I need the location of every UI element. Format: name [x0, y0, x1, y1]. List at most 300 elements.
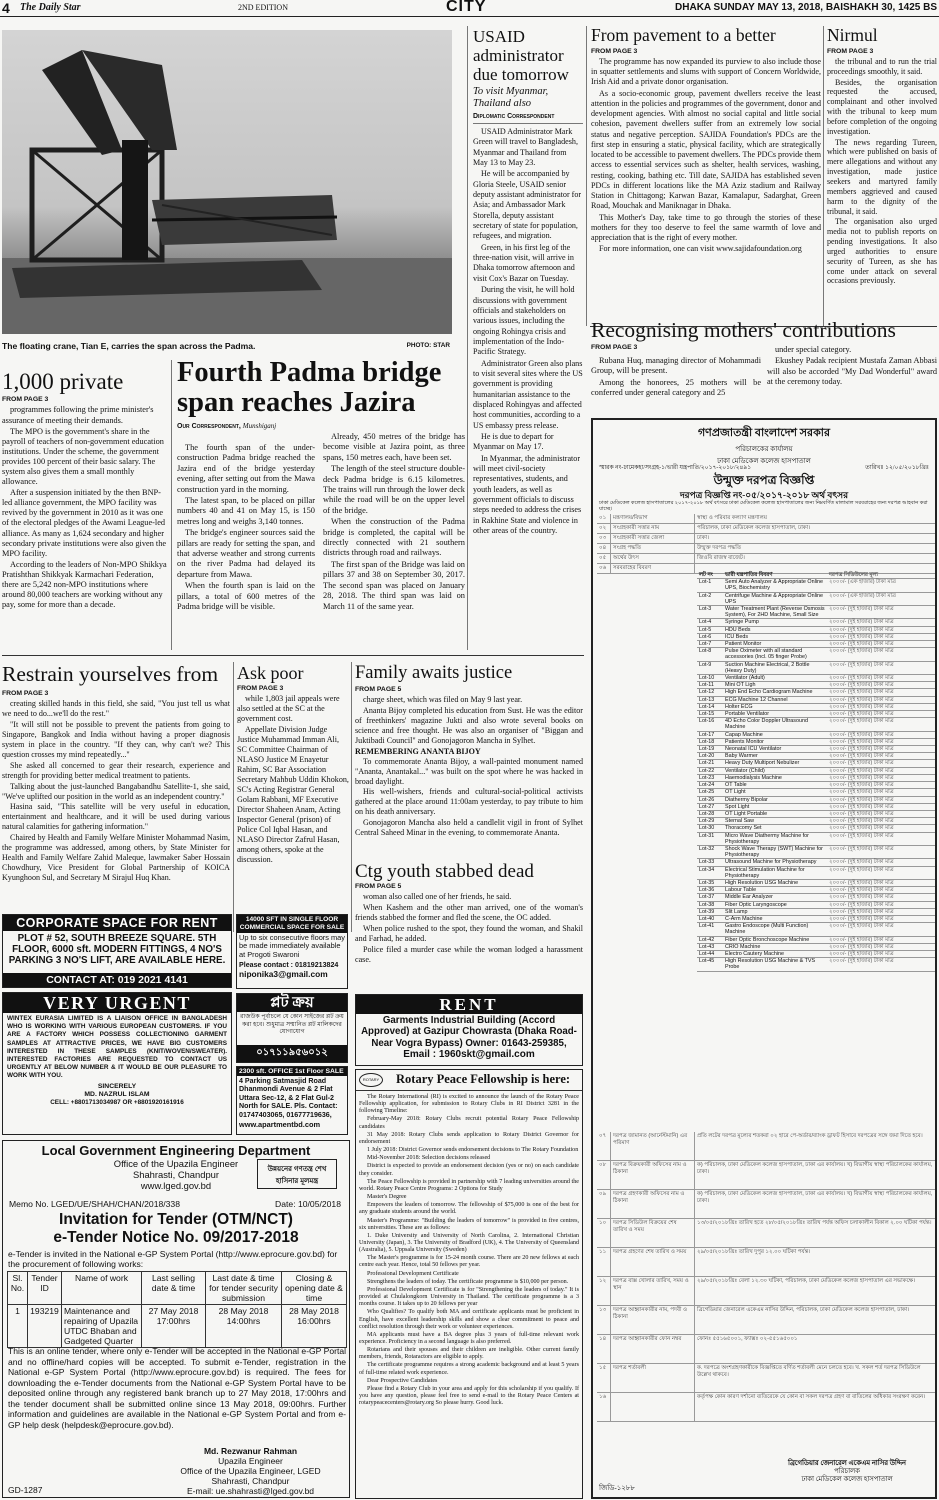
lot-number: Lot-22 — [697, 767, 723, 774]
askpoor-article — [237, 664, 349, 932]
dmch-lot-table — [697, 572, 935, 972]
dmch-sig-title: পরিচালক — [834, 1468, 860, 1475]
paragraph: In Myanmar, the administrator will meet civil-society representatives, students, and youth leaders, as well as government officials to discuss steps needed to address the crises in Rakhine State and violence in other areas of the country. — [473, 453, 582, 536]
tender-cell: ১৩/০৫/২০১৮খ্রিঃ তারিখ হতে ২৮/০৫/২০১৮খ্রিঃ তারিখ পর্যন্ত অফিস চলাকালীন বিকাল ২.০০ ঘটিকা পর্যন্ত। — [697, 1220, 932, 1226]
lot-price: ২০০০/- (এক হাজার) টাকা মাত্র — [827, 592, 935, 605]
ad-urgent-sign1: SINCERELY — [97, 1082, 137, 1090]
ad-plot-title: প্লট ক্রয় — [237, 994, 347, 1012]
padma-byline — [177, 422, 465, 430]
lot-price: ২০০০/- (দুই হাজার) টাকা মাত্র — [827, 958, 935, 971]
ad-14000-body: Up to six consecutive floors may be made immediately available at Progoti Swaroni — [239, 932, 345, 960]
ctg-body — [355, 892, 583, 965]
padma-place: Munshiganj — [242, 422, 277, 430]
padma-col1 — [177, 443, 315, 614]
paragraph: Ananta Bijoy completed his education from Sust. He was the editor of freethinkers' magazine Jukti and also wrote several books on science and free thought. He was also an organiser of "Biggan and Juktibadi Council" and Gonojagoron Mancha in Sylhet. — [355, 705, 583, 745]
lot-number: Lot-37 — [697, 894, 723, 901]
lot-price: ২০০০/- (দুই হাজার) টাকা মাত্র — [827, 923, 935, 936]
dmch-sig-name: ব্রিগেডিয়ার জেনারেল একেএম নাসির উদ্দিন — [788, 1460, 906, 1467]
lot-row — [697, 845, 935, 858]
lot-row — [697, 958, 935, 971]
paragraph: The Rotary International (RI) is excited to announce the launch of the Rotary Peace Fellowship application, for submission to Rotary Clubs in RI District 3281 in the following Timeline: — [359, 1094, 579, 1115]
lot-number: Lot-5 — [697, 626, 723, 633]
paragraph: When the construction of the Padma bridge is completed, the capital will be directly connected with 21 southern districts through road and railways. — [323, 517, 465, 558]
lot-item: OT Table — [723, 782, 827, 789]
lot-item: Thoracomy Set — [723, 825, 827, 832]
lged-sig-title: Upazila Engineer — [218, 1456, 283, 1466]
dmch-info-rows — [597, 514, 935, 574]
lot-price: ২০০০/- (দুই হাজার) টাকা মাত্র — [827, 818, 935, 825]
paragraph: Empowers the leaders of tomorrow. The fellowship of $75,000 is one of the best for any graduate students around the world. — [359, 1202, 579, 1216]
lot-header-cell: দরপত্র সিডিউলের মূল্য — [827, 572, 935, 579]
paragraph: The length of the steel structure double-deck Padma bridge is 6.15 kilometres. The trains will run through the lower deck while the road will be on the upper level of the bridge. — [323, 464, 465, 515]
tender-row — [597, 1248, 935, 1277]
lot-row — [697, 579, 935, 592]
lot-row — [697, 803, 935, 810]
private-article — [2, 370, 168, 652]
ctg-article — [355, 861, 583, 965]
lot-row — [697, 879, 935, 886]
lot-price: ২০০০/- (দুই হাজার) টাকা মাত্র — [827, 661, 935, 674]
lot-header-row — [697, 572, 935, 579]
lot-row — [697, 648, 935, 661]
ad-urgent-sign — [3, 1083, 231, 1108]
dmch-conditions — [597, 1132, 935, 1422]
lot-price: ২০০০/- (দুই হাজার) টাকা মাত্র — [827, 619, 935, 626]
tender-cell: সরবরাহের বিবরণ — [611, 564, 695, 573]
paragraph: He is due to depart for Myanmar on May 17. — [473, 431, 554, 452]
ad-urgent-body: WINTEX EURASIA LIMITED IS A LIAISON OFFICE IN BANGLADESH WHO IS WORKING WITH VARIOUS EUROPEAN CUSTOMERS. IF YOU ARE A FACTORY WHICH POSSESS COLLECTIONING GARMENT SAMPLES AT ATTRACTIVE PRICES, WE HAVE BIG CUSTOMERS INTERESTED IN THESE SAMPLES (KNIT/WOVEN/SWEATER). INTERESTED FACTORIES ARE REQUESTED TO CONTACT US URGENTLY AT BELOW NUMBER & IT WOULD BE OUR PLEASURE TO WORK WITH YOU. — [7, 1015, 227, 1080]
lot-price: ২০০০/- (দুই হাজার) টাকা মাত্র — [827, 753, 935, 760]
lged-body: This is an online tender, where only e-Tender will be accepted in the National e-GP Portal and no offline/hard copies will be accepted. To submit e-Tender, registration in the National e-GP System Portal (http://www.eprocure.gov.bd) is required. The fees for downloading the e-Tender documents from the National e-GP System Portal have to be deposited online through any registered bank branch up to 27 May 2018, 17:00hrs and the tender document shall be submitted online since 13 May 2018, 09:00hrs. Further information and guidelines are available in the National e-GP System Portal and from e-GP help desk (helpdesk@eprocure.gov.bd). — [8, 1346, 346, 1430]
lot-price: ২০০০/- (দুই হাজার) টাকা মাত্র — [827, 887, 935, 894]
lot-price: ২০০০/- (দুই হাজার) টাকা মাত্র — [827, 943, 935, 950]
tender-cell: দরপত্র বাক্স খোলার তারিখ, সময় ও স্থান — [611, 1277, 695, 1305]
lot-item: Syringe Pump — [723, 619, 827, 626]
family-headline: Family awaits justice — [355, 663, 513, 683]
lot-item: Slit Lamp — [723, 908, 827, 915]
lged-tender — [2, 1140, 350, 1498]
lot-number: Lot-43 — [697, 943, 723, 950]
lot-item: OT Light Portable — [723, 810, 827, 817]
paragraph: 1 July 2018: District Governor sends endorsement decisions to The Rotary Foundation — [367, 1147, 579, 1154]
tender-cell: ২৯/০৫/২০১৮খ্রিঃ তারিখ দুপুর ১২.০০ ঘটিকা পর্যন্ত। — [697, 1249, 811, 1255]
nirmul-body — [827, 57, 937, 286]
dmch-intro: ঢাকা মেডিকেল কলেজ হাসপাতালের ২০১৭-২০১৮ অর্থ বৎসরে ঢাকা মেডিকেল কলেজ হাসপাতালের জন্য নিম্নবর্ণিত মালামাল সরবরাহের জন্য দরপত্র আহবান করা যাচ্ছে। — [599, 500, 928, 513]
tender-cell: ০৭ — [597, 1132, 611, 1160]
lot-item: Electrical Stimulation Machine for Physiotherapy — [723, 866, 827, 879]
family-body — [355, 695, 583, 746]
tender-row — [597, 1335, 935, 1364]
ad-urgent-sign2: MD. NAZRUL ISLAM — [84, 1090, 150, 1098]
lged-cell: 27 May 2018 17:00hrs — [142, 1305, 206, 1348]
lot-number: Lot-41 — [697, 923, 723, 936]
lged-col-selling: Last selling date & time — [142, 1272, 206, 1305]
paragraph: while 1,803 jail appeals were also settled at the SC at the government cost. — [237, 694, 340, 724]
lot-row — [697, 782, 935, 789]
lot-price: ২০০০/- (দুই হাজার) টাকা মাত্র — [827, 675, 935, 682]
family-from: FROM PAGE 5 — [355, 685, 402, 693]
lot-row — [697, 675, 935, 682]
tender-cell: দরপত্র আহ্বানকারীর নাম, পদবী ও ঠিকানা — [611, 1306, 695, 1334]
lot-price: ২০০০/- (দুই হাজার) টাকা মাত্র — [827, 703, 935, 710]
lot-number: Lot-23 — [697, 774, 723, 781]
lot-number: Lot-1 — [697, 579, 723, 592]
usaid-article — [473, 27, 583, 649]
tender-cell: কর্তৃপক্ষ কোন কারণ দর্শানো ব্যতিরেকে যে কোন বা সকল দরপত্র গ্রহণ বা বাতিলের অধিকার সংরক্ষণ করেন। — [697, 1394, 926, 1400]
tender-cell: উন্মুক্ত দরপত্র পদ্ধতি — [697, 545, 742, 551]
ad-rent-title: RENT — [356, 995, 582, 1014]
lot-price: ২০০০/- (দুই হাজার) টাকা মাত্র — [827, 718, 935, 731]
lged-cell: 1 — [8, 1305, 28, 1348]
lot-price: ২০০০/- (দুই হাজার) টাকা মাত্র — [827, 641, 935, 648]
lot-number: Lot-14 — [697, 703, 723, 710]
lot-number: Lot-7 — [697, 641, 723, 648]
lot-item: Spot Light — [723, 803, 827, 810]
lot-item: Electro Cautery Machine — [723, 950, 827, 957]
paragraph: Ekushey Padak recipient Mustafa Zaman Abbasi will also be accorded "My Dad Wonderful" award at the ceremony today. — [767, 356, 937, 387]
lot-item: ICU Beds — [723, 633, 827, 640]
tender-cell: ক. দরপত্রে অংশগ্রহণকারীকে বিজ্ঞপ্তিতে বর্ণিত শর্তাবলী মেনে চলতে হবে। খ. সকল শর্ত দরপত্র সিডিউলে উল্লেখ থাকবে। — [697, 1365, 921, 1378]
tender-row — [597, 1306, 935, 1335]
lot-price: ২০০০/- (দুই হাজার) টাকা মাত্র — [827, 760, 935, 767]
ad-rent-body: Garments Industrial Building (Accord Approved) at Gazipur Chowrasta (Dhaka Road-Near Vogra Bypass) Owner: 01643-259385, — [361, 1015, 577, 1049]
lot-number: Lot-29 — [697, 818, 723, 825]
ctg-from: FROM PAGE 5 — [355, 883, 402, 891]
mothers-col1 — [591, 356, 761, 400]
paragraph: Master's Programme: "Building the leaders of tomorrow" is provided in five centres, six universities. These are as follows: — [359, 1217, 579, 1231]
tender-cell: অর্থের উৎস — [611, 554, 695, 563]
dmch-date: তারিখঃ ১২/০৫/২০১৮খ্রিঃ — [865, 465, 929, 471]
lot-item: Ultrasound Machine for Physiotherapy — [723, 859, 827, 866]
askpoor-headline: Ask poor — [237, 663, 304, 683]
paragraph: To commemorate Ananta Bijoy, a wall-painted monument named "Ananta, Anantakal..." was built on the spot where he was hacked in broad daylight. — [355, 756, 583, 786]
ad-plot-phone: ০১৭১১৯৫৬০১২ — [237, 1045, 347, 1062]
lot-item: Ventilator (Adult) — [723, 675, 827, 682]
lot-number: Lot-2 — [697, 592, 723, 605]
lot-number: Lot-13 — [697, 696, 723, 703]
page-number: 4 — [2, 0, 10, 16]
lot-number: Lot-27 — [697, 803, 723, 810]
private-from: FROM PAGE 3 — [2, 396, 49, 404]
family-subhead: REMEMBERING ANANTA BIJOY — [355, 746, 481, 756]
dmch-memo: স্মারক নং-ঢামেকহা/সংগ্রহ-১/ভারী যন্ত্রপাতি/২০১৭-২০১৮/২৪৯১ — [599, 465, 752, 471]
lot-row — [697, 796, 935, 803]
pavement-article — [591, 27, 821, 329]
restrain-article — [2, 664, 230, 932]
tender-cell: ১১ — [597, 1248, 611, 1276]
lot-number: Lot-44 — [697, 950, 723, 957]
dmch-gd: জিডি-১২৮৮ — [599, 1484, 635, 1492]
lot-price: ২০০০/- (দুই হাজার) টাকা মাত্র — [827, 950, 935, 957]
lot-row — [697, 696, 935, 703]
tender-cell: ১২ — [597, 1277, 611, 1305]
lot-number: Lot-9 — [697, 661, 723, 674]
lot-item: Gastro Endoscope (Multi Function) Machine — [723, 923, 827, 936]
photo-credit: PHOTO: STAR — [406, 342, 450, 349]
lot-item: Fiber Optic Bronchoscope Machine — [723, 936, 827, 943]
lot-price: ২০০০/- (দুই হাজার) টাকা মাত্র — [827, 866, 935, 879]
tender-cell: জিওবি রাজস্ব বাজেট। — [697, 555, 745, 561]
paragraph: For more information, one can visit www.sajidafoundation.org — [599, 244, 802, 254]
paragraph: The first span of the Bridge was laid on pillars 37 and 38 on September 30, 2017. The second span was placed on January 28, 2018. The third span was laid on March 11 of the same year. — [323, 559, 465, 611]
paragraph: Gonojagoron Mancha also held a candlelit vigil in front of Sylhet Central Saheed Minar in the evening, to commemorate Ananta. — [355, 818, 583, 838]
lot-price: ২০০০/- (দুই হাজার) টাকা মাত্র — [827, 796, 935, 803]
tender-cell: ০৮ — [597, 1161, 611, 1189]
lot-number: Lot-25 — [697, 789, 723, 796]
lot-price: ২০০০/- (দুই হাজার) টাকা মাত্র — [827, 767, 935, 774]
paragraph: 31 May 2018: Rotary Clubs sends application to Rotary District Governor for endorsement — [359, 1131, 579, 1145]
lot-price: ২০০০/- (দুই হাজার) টাকা মাত্র — [827, 633, 935, 640]
lot-row — [697, 825, 935, 832]
lot-item: 4D Echo Color Doppler Ultrasound Machine — [723, 718, 827, 731]
paragraph: Hasina said, "This satellite will be very useful in education, entertainment and healthcare, and it will be used during various natural calamities for gathering information." — [2, 802, 230, 832]
lot-row — [697, 703, 935, 710]
paragraph: Dear Prospective Candidates — [367, 1377, 438, 1384]
paragraph: charge sheet, which was filed on May 9 last year. — [363, 694, 523, 704]
tender-cell: দরপত্র গ্রহণের শেষ তারিখ ও সময় — [611, 1248, 695, 1276]
rotary-fellowship — [355, 1069, 583, 1499]
lged-cell: 28 May 2018 16:00hrs — [282, 1305, 347, 1348]
paragraph: Please find a Rotary Club in your area and apply for this scholarship if you qualify. If you have any question, please feel free to send e-mail to the Rotary Peace Centers at rotarypeacecenters@rotary.org So please hurry. Good luck. — [359, 1385, 579, 1407]
tender-row — [597, 534, 935, 544]
lot-item: OT Light — [723, 789, 827, 796]
lot-number: Lot-20 — [697, 753, 723, 760]
lot-number: Lot-18 — [697, 738, 723, 745]
tender-row — [597, 1277, 935, 1306]
lot-number: Lot-3 — [697, 606, 723, 619]
lot-item: Water Treatment Plant (Reverse Osmosis System), For 2HD Machine, Small Size — [723, 606, 827, 619]
padma-article — [177, 358, 465, 650]
lot-price: ২০০০/- (দুই হাজার) টাকা মাত্র — [827, 746, 935, 753]
lot-number: Lot-19 — [697, 746, 723, 753]
lot-number: Lot-34 — [697, 866, 723, 879]
lged-title: Local Government Engineering Department — [41, 1143, 311, 1158]
lot-row — [697, 887, 935, 894]
nirmul-headline: Nirmul — [827, 25, 878, 45]
tender-row — [597, 554, 935, 564]
lot-number: Lot-30 — [697, 825, 723, 832]
tender-cell: ১৬ — [597, 1393, 611, 1421]
paragraph: Chaired by Health and Family Welfare Minister Mohammad Nasim, the programme was addressed, among others, by State Minister for Health and Family Welfare Zahid Maleque, lawmaker Saber Hossain Chowdhury, Vice President for Global Partnership of KOICA Kyunghoon Sul, and Secretary M Sirajul Huq Khan. — [2, 833, 230, 883]
lot-price: ২০০০/- (দুই হাজার) টাকা মাত্র — [827, 689, 935, 696]
lot-number: Lot-26 — [697, 796, 723, 803]
lot-item: Labour Table — [723, 887, 827, 894]
usaid-headline: USAID administrator due tomorrow — [473, 27, 569, 84]
paragraph: According to the leaders of Non-MPO Shikkya Pratishthan Shikkyak Karmachari Federation, there are 5,242 non-MPO institutions where around 80,000 teachers are working without any pay, some for more than a decade. — [2, 559, 167, 610]
private-headline: 1,000 private — [2, 369, 124, 394]
lot-price: ২০০০/- (দুই হাজার) টাকা মাত্র — [827, 731, 935, 738]
section-title: CITY — [446, 0, 487, 15]
paragraph: Appellate Division Judge Justice Muhammad Imman Ali, SC Committee Chairman of NLASO Justice M Enayetur Rahim, SC Bar Association Secretary Mahbub Uddin Khokon, SC's Acting Registrar General Golam Rabbani, MF Executive Director Shaheen Anam, Acting Inspector General (prison) of Police Col Iqbal Hasan, and NLASO Director Zafrul Hasan, among others, spoke at the discussion. — [237, 725, 349, 865]
lot-price: ২০০০/- (দুই হাজার) টাকা মাত্র — [827, 894, 935, 901]
tender-cell: সংগ্রহ পদ্ধতি — [611, 544, 695, 553]
ad-corporate-space — [2, 914, 232, 988]
lot-number: Lot-42 — [697, 936, 723, 943]
bridge-photo — [2, 30, 452, 334]
paragraph: Professional Development Certificate is for "Strengthening the leaders of today." It is provided at Chulalongkorn University in Thailand. The certificate programme is a 3 months course. It takes up to 20 fellows per year — [359, 1286, 579, 1308]
lot-price: ২০০০/- (দুই হাজার) টাকা মাত্র — [827, 810, 935, 817]
lot-item: High Resolution USG Machine — [723, 879, 827, 886]
private-body — [2, 405, 168, 610]
lged-table — [7, 1271, 347, 1348]
tender-cell: ০৪ — [597, 544, 611, 553]
restrain-headline: Restrain yourselves from — [2, 662, 219, 686]
lot-price: ২০০০/- (দুই হাজার) টাকা মাত্র — [827, 908, 935, 915]
restrain-from: FROM PAGE 3 — [2, 689, 49, 697]
tender-cell: ২৯/০৫/২০১৮খ্রিঃ বেলা ১২.৩০ ঘটিকা, পরিচালক, ঢাকা মেডিকেল কলেজ হাসপাতাল এর সভাকক্ষে। — [697, 1278, 916, 1284]
lot-row — [697, 818, 935, 825]
lot-row — [697, 760, 935, 767]
family-body2 — [355, 757, 583, 839]
restrain-body — [2, 699, 230, 883]
tender-cell: ০৯ — [597, 1190, 611, 1218]
paragraph: He will be accompanied by Gloria Steele, USAID senior deputy assistant administrator for Asia; and Ambassador Mark Storella, deputy assistant secretary of state for population, refugees, and migration. — [473, 169, 582, 241]
tender-cell: দরপত্র জামানত (আর্নেস্টমানি) এর পরিমাণ — [611, 1132, 695, 1160]
ad-2300-web: www.apartmentbd.com — [239, 1120, 321, 1130]
lot-row — [697, 661, 935, 674]
lged-heading: Invitation for Tender (OTM/NCT) — [59, 1211, 293, 1228]
caption-text: The floating crane, Tian E, carries the span across the Padma. — [2, 341, 256, 351]
tender-cell: ১৩ — [597, 1306, 611, 1334]
ad-2300-sft — [236, 1066, 348, 1135]
paragraph: MA applicants must have a BA degree plus 3 years of full-time relevant work experience. Proficiency in a second language is also preferred. — [359, 1331, 579, 1345]
paragraph: The latest span, to be placed on pillar numbers 40 and 41 on May 15, is 150 metres long and weighs 3,140 tonnes. — [177, 496, 315, 526]
lot-row — [697, 908, 935, 915]
lot-item: Pulse Oximeter with all standard accessories (Incl. 05 finger Probe) — [723, 648, 827, 661]
ad-corporate-title: CORPORATE SPACE FOR RENT — [3, 915, 231, 931]
lged-signature — [153, 1446, 348, 1496]
lot-row — [697, 936, 935, 943]
lot-item: Haemodialysis Machine — [723, 774, 827, 781]
ad-14000-title: 14000 SFT IN SINGLE FLOOR COMMERCIAL SPACE FOR SALE — [237, 915, 347, 933]
photo-caption — [2, 341, 452, 351]
lot-row — [697, 689, 935, 696]
dmch-subtitle: দরপত্র বিজ্ঞপ্তি নং-০৫/২০১৭-২০১৮ অর্থ বৎসর — [679, 490, 849, 500]
paragraph: February-May 2018: Rotary Clubs recruit potential Rotary Peace Fellowship candidates — [359, 1116, 579, 1130]
lged-slogan: উন্নয়নের গণতন্ত্র শেখ হাসিনার মূলমন্ত্র — [257, 1159, 337, 1189]
tender-cell: প্রতি লটের দরপত্র মূল্যের শতকরা ০২ হারে পে-অর্ডার/ব্যাংক ড্রাফট হিসাবে দরপত্রের সঙ্গে জমা দিতে হবে। — [697, 1133, 923, 1139]
paragraph: Among the honorees, 25 mothers will be conferred under general category and 25 — [591, 377, 761, 398]
lged-office: Office of the Upazila Engineer — [113, 1158, 239, 1169]
lged-col-security: Last date & time for tender security submission — [206, 1272, 282, 1305]
lot-item: Mini OT Ligh — [723, 682, 827, 689]
lged-cell: Maintenance and repairing of Upazila UTDC Bhaban and Gadgeted Quarter — [62, 1305, 142, 1348]
paragraph: Mid-November 2018: Selection decisions released — [367, 1155, 491, 1162]
paragraph: The bridge's engineer sources said the pillars are ready for setting the span, and that adverse weather and strong currents on the river Padma had delayed its departure from Mawa. — [177, 528, 315, 579]
lot-item: Shock Wave Therapy (SWT) Machine for Physiotherapy — [723, 845, 827, 858]
lot-price: ২০০০/- (দুই হাজার) টাকা মাত্র — [827, 626, 935, 633]
lot-item: Diathermy Bipolar — [723, 796, 827, 803]
ad-very-urgent — [2, 992, 232, 1135]
lot-row — [697, 894, 935, 901]
ad-corporate-body: PLOT # 52, SOUTH BREEZE SQUARE. 5TH FLOOR, 6000 sft. MODERN FITTINGS, 4 NO'S PARKING 3 NO'S LIFT, ARE AVAILABLE HERE. — [8, 933, 226, 966]
tender-cell: সংগ্রহকারী সত্তার জেলা — [611, 534, 695, 543]
pavement-body — [591, 57, 821, 255]
pavement-from: FROM PAGE 3 — [591, 47, 638, 55]
lot-row — [697, 641, 935, 648]
lot-number: Lot-32 — [697, 845, 723, 858]
paragraph: Administrator Green also plans to visit several sites where the US government is providing humanitarian assistance to the displaced Rohingyas and affected host communities, according to a US embassy press release. — [473, 358, 583, 430]
tender-cell: সংগ্রহকারী সত্তার নাম — [611, 524, 695, 533]
dmch-title: উন্মুক্ত দরপত্র বিজ্ঞপ্তি — [713, 473, 815, 487]
lot-number: Lot-36 — [697, 887, 723, 894]
paragraph: Besides, the organisation requested the accused, complainant and other involved with the tribunal to keep mum before completion of the ongoing investigation. — [827, 77, 937, 136]
lot-price: ২০০০/- (দুই হাজার) টাকা মাত্র — [827, 845, 935, 858]
mothers-from: FROM PAGE 3 — [591, 343, 638, 351]
lot-price: ২০০০/- (এক হাজার) টাকা মাত্র — [827, 579, 935, 592]
lot-item: Ventilator (Child) — [723, 767, 827, 774]
lot-number: Lot-35 — [697, 879, 723, 886]
ad-rent-email: Email : 1960skt@gmail.com — [403, 1048, 535, 1060]
tender-row — [597, 1393, 935, 1422]
tender-cell: ক) পরিচালক, ঢাকা মেডিকেল কলেজ হাসপাতাল, ঢাকা এর কার্যালয়। খ) বিভাগীয় স্বাস্থ্য পরিচালকের কার্যালয়, ঢাকা। — [697, 1191, 933, 1204]
lged-sig-place: Shahrasti, Chandpur — [211, 1476, 290, 1486]
lot-price: ২০০০/- (দুই হাজার) টাকা মাত্র — [827, 803, 935, 810]
lot-price: ২০০০/- (দুই হাজার) টাকা মাত্র — [827, 606, 935, 619]
paragraph: After a suspension initiated by the then BNP-led alliance government, the MPO facility was revived by the government in 2010 as it was one of the electoral pledges of the Awami League-led alliance. As many as 1,624 secondary and higher secondary private institutions were also given the MPO facility. — [2, 488, 167, 558]
rotary-title: Rotary Peace Fellowship is here: — [396, 1072, 571, 1086]
tender-cell: দরপত্র শর্তাবলী — [611, 1364, 695, 1392]
lot-item: Micro Wave Diathermy Machine for Physiotherapy — [723, 832, 827, 845]
masthead — [0, 0, 939, 17]
lot-number: Lot-21 — [697, 760, 723, 767]
lot-item: ECG Machine 12 Channel — [723, 696, 827, 703]
tender-cell: দরপত্র গ্রহণকারী অফিসের নাম ও ঠিকানা — [611, 1190, 695, 1218]
lot-item: CRIO Machine — [723, 943, 827, 950]
lot-row — [697, 767, 935, 774]
dmch-govt: গণপ্রজাতন্ত্রী বাংলাদেশ সরকার — [697, 427, 831, 439]
lot-row — [697, 738, 935, 745]
lot-row — [697, 774, 935, 781]
tender-cell: দরপত্র আহ্বানকারীর ফোন নম্বর — [611, 1335, 695, 1363]
paragraph: Already, 450 metres of the bridge has become visible at Jazira point, as three spans, 150 metres each, have been set. — [323, 432, 465, 462]
paragraph: Talking about the just-launched Bangabandhu Satellite-1, she said, "We've uplifted our position in the world as an independent country." — [2, 781, 230, 801]
lot-item: Capap Machine — [723, 731, 827, 738]
lot-item: Centrifuge Machine & Appropriate Online UPS — [723, 592, 827, 605]
tender-cell: ফোনঃ ৫৫১৬৫০০১, ফ্যাক্সঃ ০২-৫৫১৬৫০০১ — [697, 1336, 798, 1342]
lot-row — [697, 619, 935, 626]
lot-price: ২০০০/- (দুই হাজার) টাকা মাত্র — [827, 859, 935, 866]
paragraph: The Peace Fellowship is provided in partnership with 7 leading universities around the world. Rotary Peace Centre Programs: 2 Options for Study — [359, 1178, 579, 1192]
askpoor-from: FROM PAGE 3 — [237, 685, 284, 693]
ad-rent — [355, 994, 583, 1066]
lot-row — [697, 633, 935, 640]
lot-item: Patients Monitor — [723, 738, 827, 745]
paragraph: This Mother's Day, take time to go through the stories of these mothers for they too deserve to feel the same warmth of love and appreciation that is the right of every mother. — [591, 212, 821, 243]
lged-col-id: Tender ID — [28, 1272, 62, 1305]
lot-number: Lot-33 — [697, 859, 723, 866]
paragraph: She asked all concerned to gear their research, experience and strength for providing better medical treatment to patients. — [2, 760, 230, 780]
lot-row — [697, 592, 935, 605]
lot-row — [697, 866, 935, 879]
ad-14000-sft — [236, 914, 348, 989]
lot-item: Heavy Duty Multiport Nebulizer — [723, 760, 827, 767]
paragraph: "It will still not be possible to prevent the patients from going to Singapore, Bangkok and India without having a proper diagnosis system in place in the country. "If they can, why can't we? This question crosses my mind repeatedly..." — [2, 719, 230, 759]
lot-number: Lot-31 — [697, 832, 723, 845]
paragraph: The MPO is the government's share in the payroll of teachers of non-government education institutions. Under the scheme, the government provides 100 percent of their basic salary. The system also gives them a small monthly allowance. — [2, 426, 164, 487]
lot-row — [697, 626, 935, 633]
lot-number: Lot-16 — [697, 718, 723, 731]
askpoor-body — [237, 694, 349, 865]
lot-item: Semi Auto Analyzer & Appropriate Online UPS, Biochemistry — [723, 579, 827, 592]
lot-row — [697, 859, 935, 866]
lot-price: ২০০০/- (দুই হাজার) টাকা মাত্র — [827, 879, 935, 886]
paragraph: District is expected to provide an endorsement decision (yes or no) on each candidate they consider. — [359, 1163, 579, 1177]
paragraph: The programme has now expanded its purview to also include those in squatter settlements and slums with support of Concern Worldwide, Irish Aid and a private donor organisation. — [591, 56, 821, 87]
lged-gd: GD-1287 — [8, 1485, 43, 1495]
tender-cell: ০২ — [597, 524, 611, 533]
tender-row — [597, 1161, 935, 1190]
